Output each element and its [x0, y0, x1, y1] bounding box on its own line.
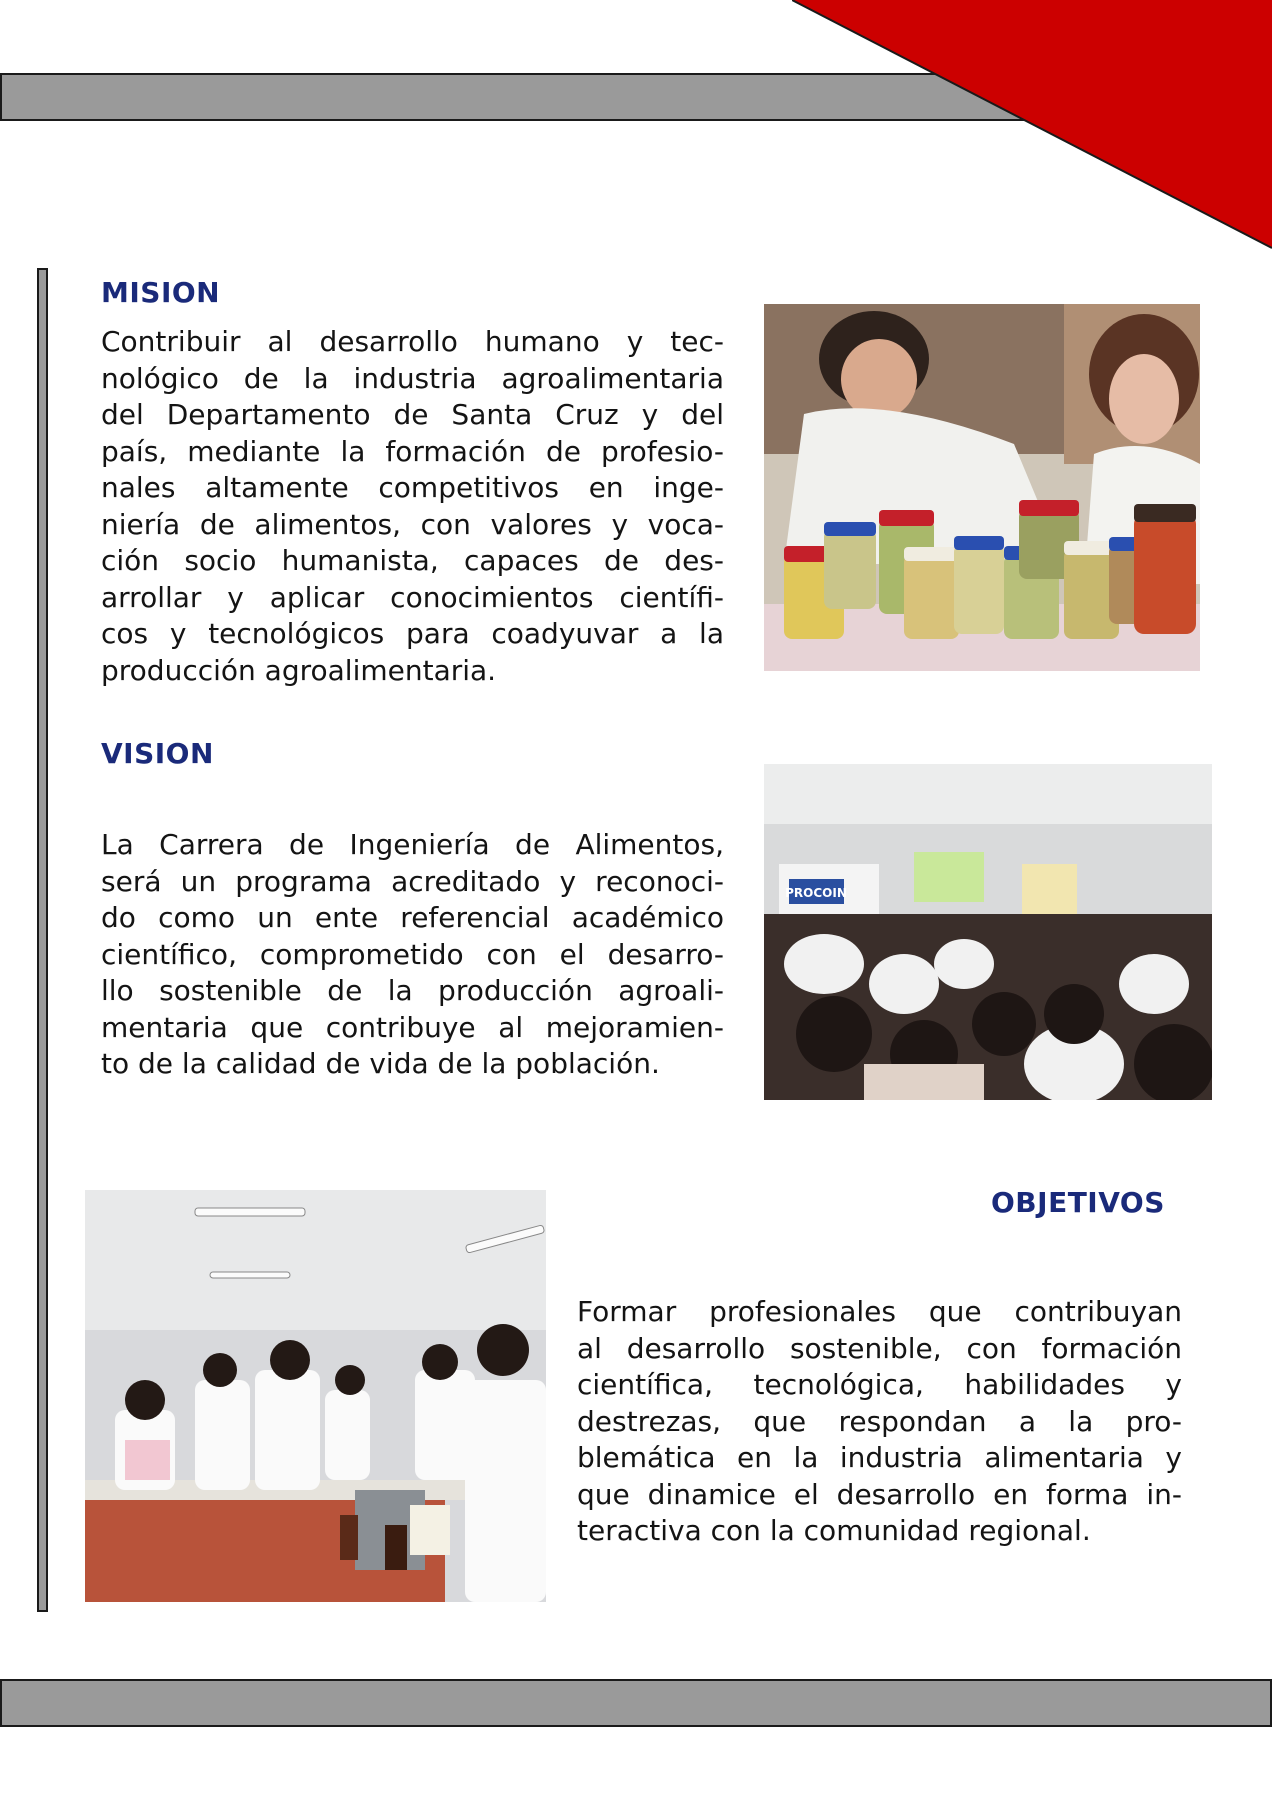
text-line: llo sostenible de la producción agroali- [101, 974, 724, 1007]
text-line: Formar profesionales que contribuyan [577, 1295, 1182, 1328]
text-line: será un programa acreditado y reconoci- [101, 864, 724, 898]
text-line: científico, comprometido con el desarro- [101, 937, 724, 971]
text-line: que dinamice el desarrollo en forma in- [577, 1477, 1182, 1511]
mision-text [101, 324, 724, 689]
text-line: La Carrera de Ingeniería de Alimentos, [101, 828, 724, 861]
text-line: mentaria que contribuye al mejoramien- [101, 1010, 724, 1044]
text-line: arrollar y aplicar conocimientos científi- [101, 580, 724, 614]
text-line: blemática en la industria alimentaria y [577, 1441, 1182, 1474]
text-line: ción socio humanista, capaces de des- [101, 544, 724, 577]
text-line: producción agroalimentaria. [101, 653, 497, 687]
text-line: niería de alimentos, con valores y voca- [101, 507, 724, 541]
text-line: to de la calidad de vida de la población. [101, 1047, 660, 1080]
objetivos-heading: OBJETIVOS [991, 1186, 1165, 1219]
red-corner-triangle [792, 0, 1272, 250]
text-line: teractiva con la comunidad regional. [577, 1514, 1091, 1547]
mision-heading: MISION [101, 276, 221, 309]
text-line: al desarrollo sostenible, con formación [577, 1331, 1182, 1365]
text-line: Contribuir al desarrollo humano y tec- [101, 325, 724, 358]
text-line: país, mediante la formación de profesio- [101, 434, 724, 468]
text-line: nales altamente competitivos en inge- [101, 471, 724, 504]
text-line: del Departamento de Santa Cruz y del [101, 398, 724, 431]
objetivos-text [577, 1294, 1182, 1550]
vision-text [101, 827, 724, 1083]
vision-heading: VISION [101, 737, 214, 770]
text-line: científica, tecnológica, habilidades y [577, 1368, 1182, 1401]
left-vertical-bar [37, 268, 48, 1612]
text-line: destrezas, que respondan a la pro- [577, 1404, 1182, 1438]
text-line: cos y tecnológicos para coadyuvar a la [101, 617, 724, 650]
banner-text: PROCOIN [785, 886, 847, 900]
classroom-photo [764, 764, 1212, 1100]
bottom-gray-bar [0, 1679, 1272, 1727]
text-line: nológico de la industria agroalimentaria [101, 361, 724, 395]
preserves-photo [764, 304, 1200, 671]
laboratory-photo [85, 1190, 546, 1602]
text-line: do como un ente referencial académico [101, 901, 724, 934]
